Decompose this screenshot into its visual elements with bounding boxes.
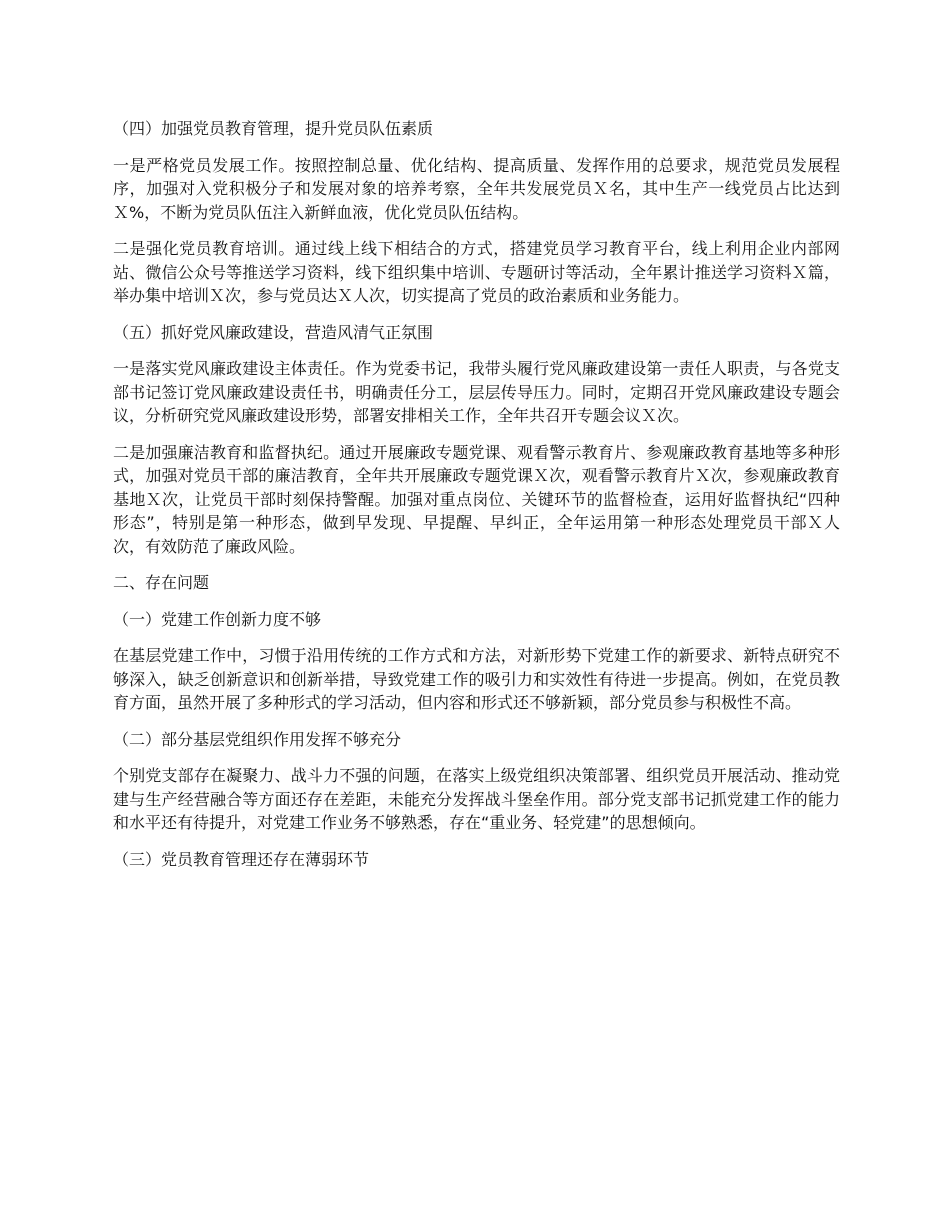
section-heading-clean-governance: （五）抓好党风廉政建设，营造风清气正氛围 <box>113 322 434 342</box>
subsection-heading-grassroots-role: （二）部分基层党组织作用发挥不够充分 <box>113 729 402 749</box>
paragraph-innovation-problem: 在基层党建工作中，习惯于沿用传统的工作方式和方法，对新形势下党建工作的新要求、新特点研究不够深入，缺乏创新意识和创新举措，导致党建工作的吸引力和实效性有待进一步提高。例如，在党员教育方面，虽然开展了多种形式的学习活动，但内容和形式还不够新颖，部分党员参与积极性不高。 <box>113 646 840 712</box>
paragraph-member-training: 二是强化党员教育培训。通过线上线下相结合的方式，搭建党员学习教育平台，线上利用企业内部网站、微信公众号等推送学习资料，线下组织集中培训、专题研讨等活动，全年累计推送学习资料Ｘ篇，举办集中培训Ｘ次，参与党员达Ｘ人次，切实提高了党员的政治素质和业务能力。 <box>113 239 840 305</box>
paragraph-member-development: 一是严格党员发展工作。按照控制总量、优化结构、提高质量、发挥作用的总要求，规范党员发展程序，加强对入党积极分子和发展对象的培养考察，全年共发展党员Ｘ名，其中生产一线党员占比达到Ｘ%，不断为党员队伍注入新鲜血液，优化党员队伍结构。 <box>113 155 840 222</box>
paragraph-governance-responsibility: 一是落实党风廉政建设主体责任。作为党委书记，我带头履行党风廉政建设第一责任人职责，与各党支部书记签订党风廉政建设责任书，明确责任分工，层层传导压力。同时，定期召开党风廉政建设专题会议，分析研究党风廉政建设形势，部署安排相关工作，全年共召开专题会议Ｘ次。 <box>113 359 840 425</box>
subsection-heading-innovation: （一）党建工作创新力度不够 <box>113 609 322 629</box>
paragraph-grassroots-problem: 个别党支部存在凝聚力、战斗力不强的问题，在落实上级党组织决策部署、组织党员开展活动、推动党建与生产经营融合等方面还存在差距，未能充分发挥战斗堡垒作用。部分党支部书记抓党建工作的能力和水平还有待提升，对党建工作业务不够熟悉，存在“重业务、轻党建”的思想倾向。 <box>113 766 840 832</box>
subsection-heading-weak-links: （三）党员教育管理还存在薄弱环节 <box>113 849 370 869</box>
paragraph-integrity-education: 二是加强廉洁教育和监督执纪。通过开展廉政专题党课、观看警示教育片、参观廉政教育基地等多种形式，加强对党员干部的廉洁教育，全年共开展廉政专题党课Ｘ次，观看警示教育片Ｘ次，参观廉政教育基地Ｘ次，让党员干部时刻保持警醒。加强对重点岗位、关键环节的监督检查，运用好监督执纪“四种形态”，特别是第一种形态，做到早发现、早提醒、早纠正，全年运用第一种形态处理党员干部Ｘ人次，有效防范了廉政风险。 <box>113 442 840 556</box>
section-heading-existing-problems: 二、存在问题 <box>113 573 210 592</box>
section-heading-strengthen-party-member-management: （四）加强党员教育管理，提升党员队伍素质 <box>113 119 434 138</box>
document-page <box>113 117 840 884</box>
